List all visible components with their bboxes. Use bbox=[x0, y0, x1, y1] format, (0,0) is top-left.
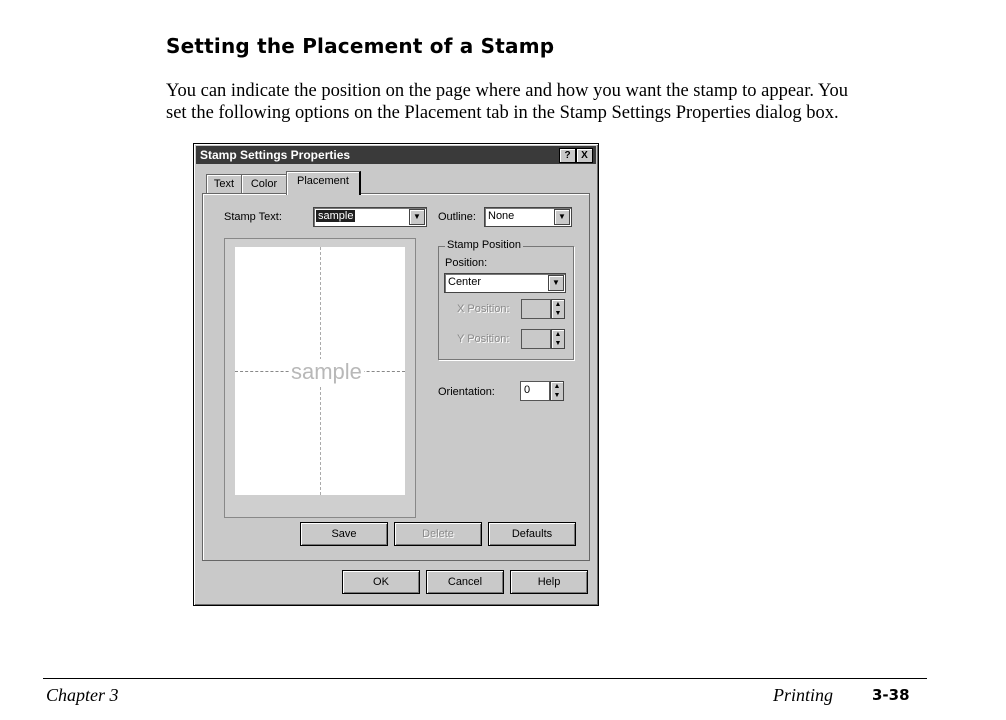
spin-arrows-icon[interactable]: ▲ ▼ bbox=[550, 381, 564, 401]
tab-text[interactable]: Text bbox=[206, 174, 242, 194]
dialog-titlebar bbox=[196, 146, 596, 164]
chevron-down-icon[interactable]: ▼ bbox=[409, 209, 425, 225]
position-dropdown[interactable] bbox=[444, 273, 566, 293]
delete-button[interactable]: Delete bbox=[394, 522, 482, 546]
stamp-text-label: Stamp Text: bbox=[224, 211, 282, 223]
footer-section: Printing bbox=[773, 685, 834, 705]
preview-page bbox=[235, 247, 405, 495]
outline-dropdown[interactable] bbox=[484, 207, 572, 227]
position-value: Center bbox=[448, 276, 482, 288]
dialog-title: Stamp Settings Properties bbox=[200, 148, 351, 162]
cancel-button[interactable]: Cancel bbox=[426, 570, 504, 594]
tab-color[interactable]: Color bbox=[241, 174, 287, 194]
footer-page-number: 3-38 bbox=[872, 686, 910, 704]
section-heading: Setting the Placement of a Stamp bbox=[166, 34, 555, 58]
chevron-down-icon[interactable]: ▼ bbox=[548, 275, 564, 291]
orientation-label: Orientation: bbox=[438, 386, 495, 398]
footer-rule bbox=[43, 678, 927, 679]
x-position-field[interactable] bbox=[521, 299, 551, 319]
stamp-text-dropdown[interactable] bbox=[313, 207, 427, 227]
stamp-position-group bbox=[438, 239, 574, 360]
x-position-label: X Position: bbox=[457, 303, 510, 315]
placement-preview bbox=[224, 238, 416, 518]
help-icon[interactable]: ? bbox=[559, 148, 576, 163]
stamp-text-value: sample bbox=[318, 210, 354, 222]
y-position-label: Y Position: bbox=[457, 333, 510, 345]
orientation-field[interactable] bbox=[520, 381, 550, 401]
position-label: Position: bbox=[445, 257, 488, 269]
save-button[interactable]: Save bbox=[300, 522, 388, 546]
y-position-spinner[interactable] bbox=[521, 329, 565, 347]
help-button[interactable]: Help bbox=[510, 570, 588, 594]
intro-paragraph bbox=[166, 80, 926, 124]
stamp-position-title: Stamp Position bbox=[447, 239, 521, 251]
spin-arrows-icon[interactable]: ▲ ▼ bbox=[551, 299, 565, 319]
orientation-spinner[interactable] bbox=[520, 381, 564, 399]
outline-label: Outline: bbox=[438, 211, 476, 223]
x-position-spinner[interactable] bbox=[521, 299, 565, 317]
chevron-down-icon[interactable]: ▼ bbox=[554, 209, 570, 225]
stamp-settings-dialog bbox=[193, 143, 599, 606]
preview-stamp-text: sample bbox=[291, 359, 362, 384]
y-position-field[interactable] bbox=[521, 329, 551, 349]
defaults-button[interactable]: Defaults bbox=[488, 522, 576, 546]
footer-chapter: Chapter 3 bbox=[46, 685, 119, 705]
tab-placement[interactable]: Placement bbox=[286, 171, 361, 195]
close-icon[interactable]: X bbox=[576, 148, 593, 163]
intro-line: You can indicate the position on the page where and how you want the stamp to appear. You bbox=[166, 81, 848, 101]
orientation-value: 0 bbox=[524, 384, 531, 396]
ok-button[interactable]: OK bbox=[342, 570, 420, 594]
outline-value: None bbox=[488, 210, 515, 222]
spin-arrows-icon[interactable]: ▲ ▼ bbox=[551, 329, 565, 349]
intro-line: set the following options on the Placement tab in the Stamp Settings Properties dialog box. bbox=[166, 103, 839, 123]
